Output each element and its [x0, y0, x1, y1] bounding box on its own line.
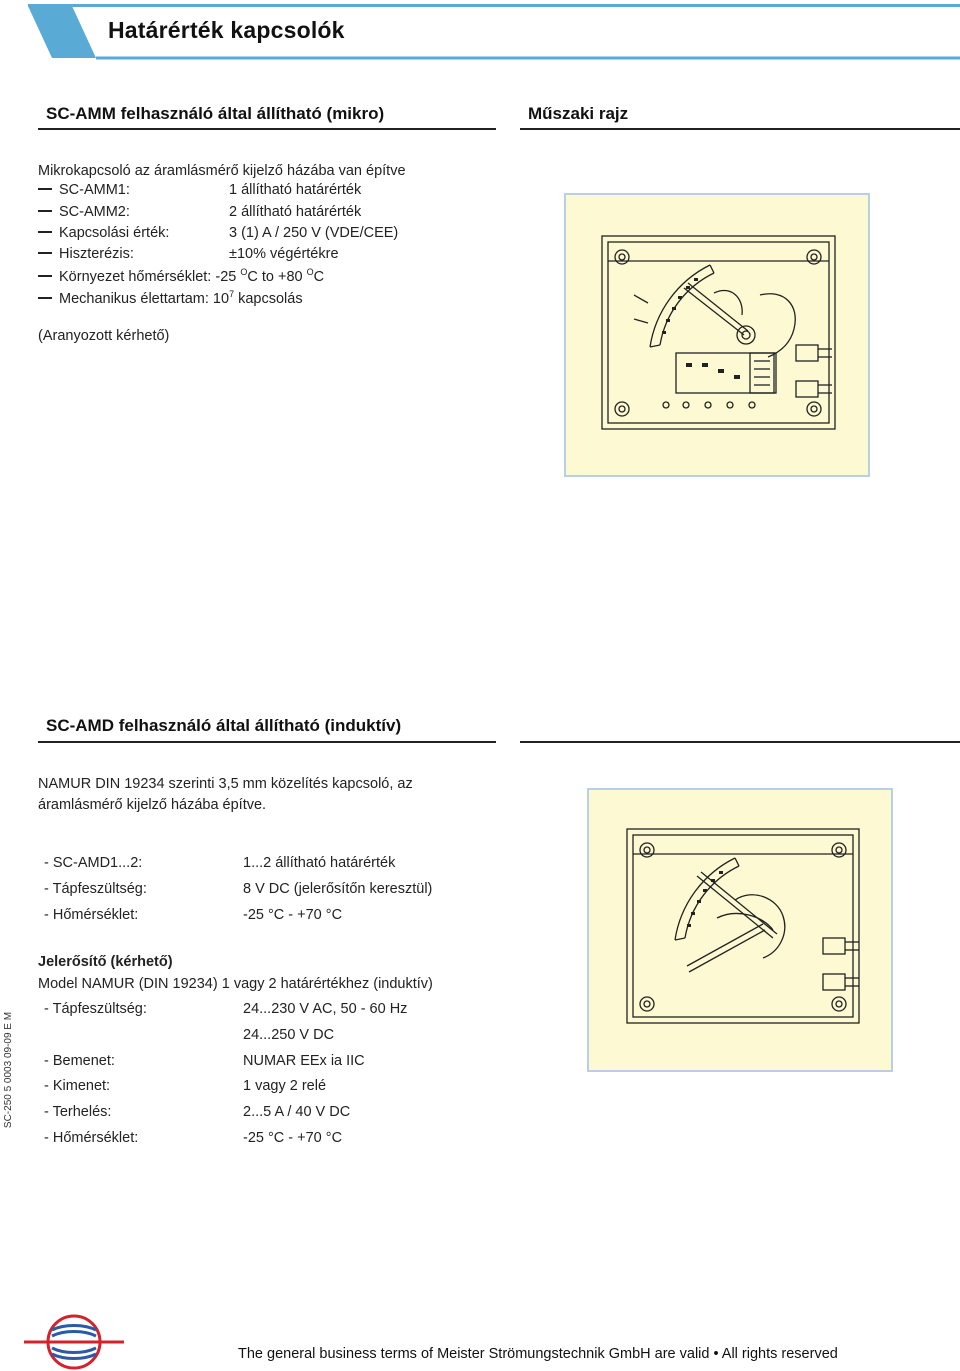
technical-drawing-amm: [564, 193, 870, 477]
dash-bullet: [38, 297, 52, 299]
amp-spec-value: -25 °C - +70 °C: [243, 1130, 343, 1146]
section-rule-amd: [38, 741, 496, 743]
spec-value: 3 (1) A / 250 V (VDE/CEE): [229, 225, 399, 241]
amp-spec-label: - Hőmérséklet:: [44, 1130, 139, 1146]
spec-row-mech-life: Mechanikus élettartam: $10^7$ kapcsolás: [38, 289, 303, 307]
amplifier-model: Model NAMUR (DIN 19234) 1 vagy 2 határértékhez (induktív): [38, 976, 433, 992]
spec-value: 2 állítható határérték: [229, 204, 362, 220]
dash-bullet: [38, 252, 52, 254]
company-logo: [22, 1314, 126, 1370]
spec-value: ±10% végértékre: [229, 246, 339, 262]
amd-spec-label: - Tápfeszültség:: [44, 881, 147, 897]
spec-row: SC-AMM2:: [38, 204, 130, 220]
amp-spec-value: 24...230 V AC, 50 - 60 Hz: [243, 1001, 408, 1017]
page-title: Határérték kapcsolók: [108, 17, 345, 43]
section-heading-amd: SC-AMD felhasználó által állítható (induktív): [46, 716, 402, 735]
footer-legal-text: The general business terms of Meister Strömungstechnik GmbH are valid • All rights reserved: [238, 1346, 838, 1362]
amd-spec-label: - Hőmérséklet:: [44, 907, 139, 923]
amp-spec-label: - Kimenet:: [44, 1078, 111, 1094]
document-code-vertical: SC-250 5 0003 09-09 E M: [3, 1011, 14, 1129]
amd-spec-value: 8 V DC (jelerősítőn keresztül): [243, 881, 433, 897]
amp-spec-label: - Bemenet:: [44, 1053, 115, 1069]
drawing-heading-rule-2: [520, 741, 960, 743]
amp-spec-label: - Tápfeszültség:: [44, 1001, 147, 1017]
amd-spec-label: - SC-AMD1...2:: [44, 855, 143, 871]
spec-row: Hiszterézis:: [38, 246, 134, 262]
drawing-heading-rule: [520, 128, 960, 130]
spec-row-env-temp: Környezet hőmérséklet: -25 $^O$C to +80 $^O$C: [38, 267, 324, 285]
amd-spec-value: 1...2 állítható határérték: [243, 855, 396, 871]
amp-spec-value: 2...5 A / 40 V DC: [243, 1104, 351, 1120]
amp-spec-value: 1 vagy 2 relé: [243, 1078, 327, 1094]
spec-value: 1 állítható határérték: [229, 182, 362, 198]
drawing-heading: Műszaki rajz: [528, 104, 629, 123]
spec-row: Kapcsolási érték:: [38, 225, 169, 241]
amp-spec-value: NUMAR EEx ia IIC: [243, 1053, 365, 1069]
gold-note: (Aranyozott kérhető): [38, 328, 170, 344]
dash-bullet: [38, 188, 52, 190]
amplifier-heading: Jelerősítő (kérhető): [38, 954, 173, 970]
dash-bullet: [38, 231, 52, 233]
amd-intro-line2: áramlásmérő kijelző házába építve.: [38, 797, 267, 813]
dash-bullet: [38, 275, 52, 277]
dash-bullet: [38, 210, 52, 212]
amm-intro: Mikrokapcsoló az áramlásmérő kijelző házába van építve: [38, 163, 406, 179]
section-heading-amm: SC-AMM felhasználó által állítható (mikro): [46, 104, 385, 123]
amp-spec-value: 24...250 V DC: [243, 1027, 335, 1043]
spec-row: SC-AMM1:: [38, 182, 130, 198]
section-rule-amm: [38, 128, 496, 130]
amp-spec-label: - Terhelés:: [44, 1104, 112, 1120]
technical-drawing-amd: [587, 788, 893, 1072]
amd-intro-line1: NAMUR DIN 19234 szerinti 3,5 mm közelítés kapcsoló, az: [38, 776, 413, 792]
amd-spec-value: -25 °C - +70 °C: [243, 907, 343, 923]
